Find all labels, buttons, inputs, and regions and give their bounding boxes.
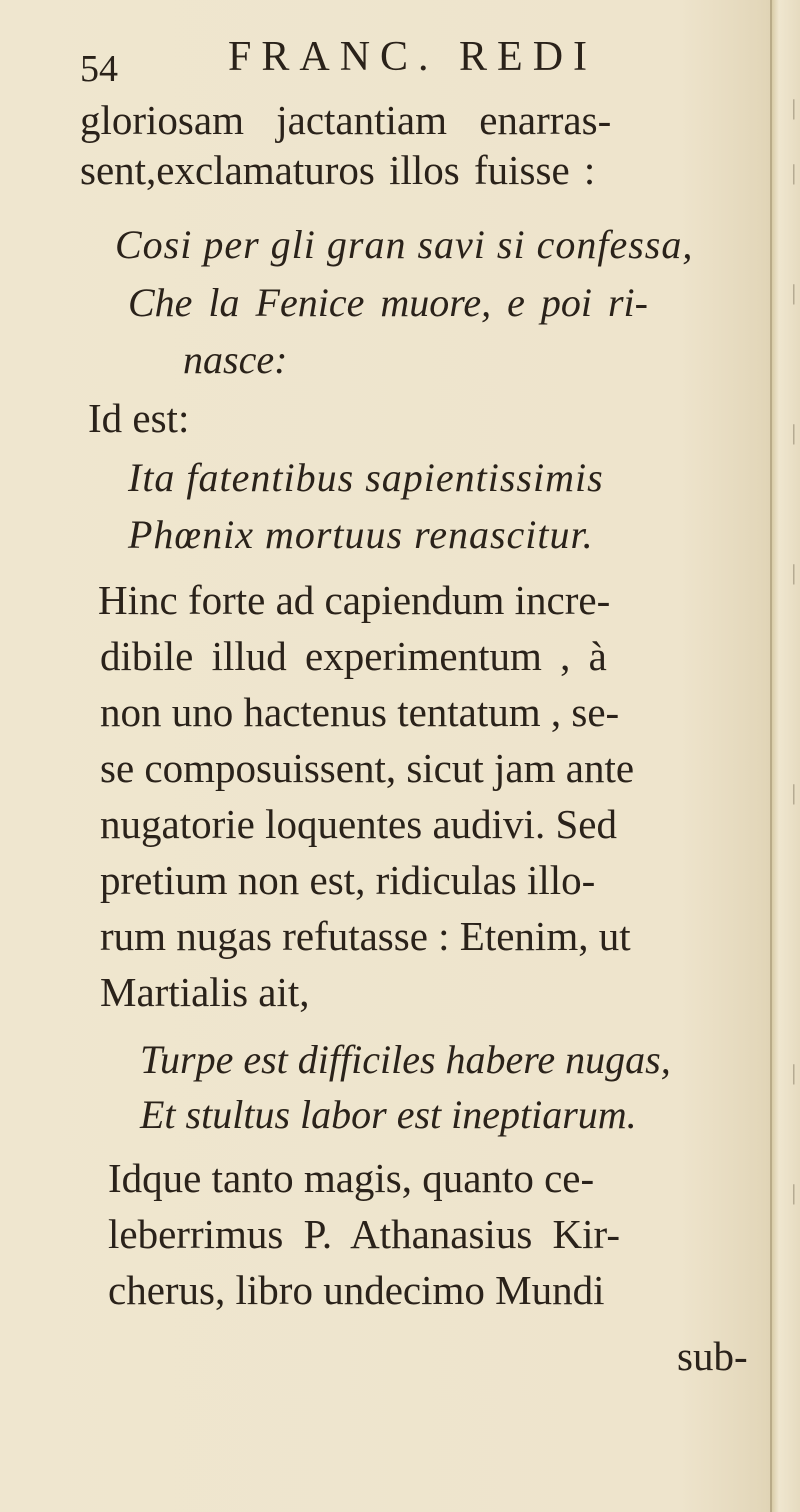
text-line: Idque tanto magis, quanto ce- xyxy=(108,1155,595,1201)
next-page-edge: | | | | | | | | xyxy=(770,0,800,1512)
text-line: non uno hactenus tentatum , se- xyxy=(100,689,620,735)
running-title: FRANC. REDI xyxy=(228,34,598,80)
catchword: sub- xyxy=(677,1333,748,1379)
verse-line: Cosi per gli gran savi si confessa, xyxy=(115,222,694,267)
text-line: sent,exclamaturos illos fuisse : xyxy=(80,147,596,193)
verse-line: Phœnix mortuus renascitur. xyxy=(128,512,594,557)
text-line: dibile illud experimentum , à xyxy=(100,633,607,679)
text-line: cherus, libro undecimo Mundi xyxy=(108,1267,605,1313)
text-line: gloriosam jactantiam enarras- xyxy=(80,97,612,143)
verse-line: Che la Fenice muore, e poi ri- xyxy=(128,280,648,325)
text-line: leberrimus P. Athanasius Kir- xyxy=(108,1211,621,1257)
verse-line: Et stultus labor est ineptiarum. xyxy=(140,1092,637,1137)
verse-line: nasce: xyxy=(183,337,288,382)
text-line: Martialis ait, xyxy=(100,969,310,1015)
text-line: se composuissent, sicut jam ante xyxy=(100,745,635,791)
text-line: Id est: xyxy=(88,395,190,441)
verse-line: Ita fatentibus sapientissimis xyxy=(128,455,604,500)
text-line: rum nugas refutasse : Etenim, ut xyxy=(100,913,631,959)
text-line: pretium non est, ridiculas illo- xyxy=(100,857,596,903)
verse-line: Turpe est difficiles habere nugas, xyxy=(140,1037,671,1082)
text-line: nugatorie loquentes audivi. Sed xyxy=(100,801,617,847)
page-number: 54 xyxy=(80,48,118,90)
text-line: Hinc forte ad capiendum incre- xyxy=(98,577,611,623)
